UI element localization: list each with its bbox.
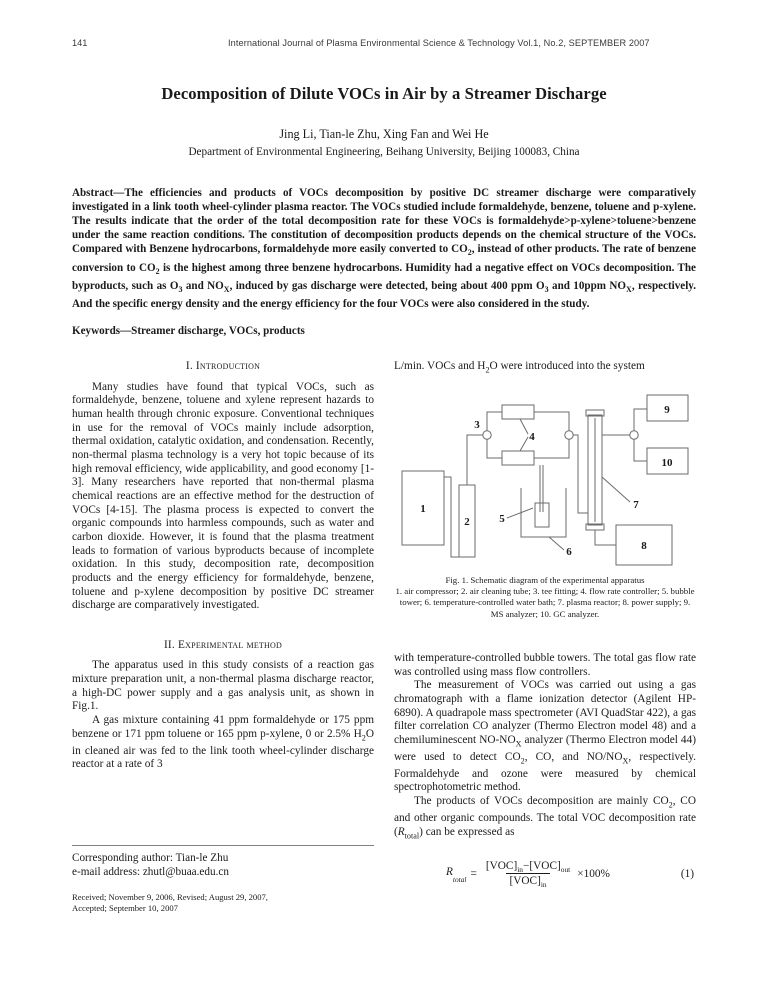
paragraph-products: The products of VOCs decomposition are mainly $CO_2$, CO and other organic compounds. The total VOC decomposition rate $(R_{total})$ can be expressed as [394, 795, 696, 840]
footnote-divider [72, 845, 374, 846]
journal-reference: International Journal of Plasma Environmental Science & Technology Vol.1, No.2, SEPTEMBER 2007 [228, 38, 650, 48]
symbol-tee-fitting-right [565, 431, 573, 439]
equation-fraction [483, 860, 573, 887]
figure-label-2: 2 [464, 516, 470, 528]
equation-numerator: $[VOC]_{in}-[VOC]_{out}$ [485, 860, 571, 874]
paragraph-lead-line: L/min. VOCs and $H_2O$ were introduced into the system [394, 360, 645, 375]
paragraph-measurement: The measurement of VOCs was carried out using a gas chromatograph with a flame ionization detector (Agilent HP-6890). A quadrapole mass spectrometer (AVI QuadStar 422), a gas filter correlation CO analyzer (Thermo Electron model 48) and a chemiluminescent $NO-NO_X$ analyzer (Thermo Electron model 44) were used to detect $CO_2$, CO, and $NO/NO_X$, respectively. Formaldehyde and ozone were measured by chemical spectrophotometric method. [394, 679, 696, 794]
equation-lhs: $R_{total}$ [446, 866, 467, 884]
affiliation: Department of Environmental Engineering, Beihang University, Beijing 100083, China [188, 146, 580, 158]
figure-label-3: 3 [474, 419, 480, 431]
body-column-right-lower [394, 652, 696, 843]
figure-caption-title: Fig. 1. Schematic diagram of the experimental apparatus [445, 575, 645, 585]
paragraph-introduction: Many studies have found that typical VOCs, such as formaldehyde, benzene, toluene and xylene represent hazards to human health through chronic exposure. Conventional techniques in use for the removal of VOCs mainly include adsorption, thermal oxidation, catalytic oxidation, and condensation. Recently, non-thermal plasma technology is a very hot topic because of its high removal efficiency, wide applicability, and good economy [1-3]. Many researchers have reported that non-thermal plasma chemical reactions are an effective method for the destruction of VOCs [4-15]. The plasma process is expected to convert the organic compounds into harmless compounds, such as water and carbon dioxide. However, it is found that the plasma treatment leads to formation of various byproducts because of incomplete oxidation. In this study, decomposition rate, decomposition products and the energy efficiency for formaldehyde, benzene, toluene and p-xylene decomposition by positive DC streamer discharge are comparatively investigated. [72, 380, 374, 612]
equation-number: (1) [680, 868, 694, 880]
paragraph-apparatus: The apparatus used in this study consists of a reaction gas mixture preparation unit, a non-thermal plasma discharge reactor, a high-DC power supply and a gas analysis unit, as shown in Fig.1. [72, 659, 374, 713]
symbol-tee-fitting-analyzers [630, 431, 638, 439]
equation-tail: ×100% [577, 867, 610, 880]
box-bubble-tower [535, 503, 549, 527]
equation-1 [394, 858, 696, 904]
equation-equals: = [470, 867, 477, 880]
received-revised-line: Received; November 9, 2006, Revised; August 29, 2007, [72, 892, 268, 902]
corresponding-author-note [72, 851, 374, 879]
equation-denominator: $[VOC]_{in}$ [506, 873, 549, 887]
corresponding-author-line: Corresponding author: Tian-le Zhu [72, 852, 229, 864]
keywords-line: Keywords—Streamer discharge, VOCs, products [72, 325, 305, 337]
figure-label-9: 9 [664, 404, 670, 416]
paper-title: Decomposition of Dilute VOCs in Air by a Streamer Discharge [161, 84, 607, 103]
figure-caption-legend: 1. air compressor; 2. air cleaning tube; 3. tee fitting; 4. flow rate controller; 5. bubble tower; 6. temperature-controlled water bath; 7. plasma reactor; 8. power supply; 9. MS analyzer; 10. GC analyzer. [395, 586, 695, 619]
body-column-right [394, 360, 696, 377]
corresponding-author-email: e-mail address: zhutl@buaa.edu.cn [72, 866, 229, 878]
running-head [72, 38, 708, 54]
figure-schematic-diagram [394, 382, 696, 570]
symbol-tee-fitting-left [483, 431, 491, 439]
figure-label-8: 8 [641, 540, 647, 552]
apparatus-diagram-svg [394, 382, 696, 570]
abstract-paragraph [72, 186, 696, 311]
figure-label-4: 4 [529, 431, 535, 443]
body-column-left [72, 360, 374, 772]
section-heading-experimental-method: II. Experimental method [163, 638, 283, 651]
section-heading-introduction: I. Introduction [185, 360, 261, 372]
page-folio: 141 [72, 38, 88, 48]
figure-caption [394, 575, 696, 620]
equation-expression [446, 860, 610, 887]
accepted-line: Accepted; September 10, 2007 [72, 903, 178, 914]
box-flow-controller-upper [502, 405, 534, 419]
paragraph-bubble-towers: with temperature-controlled bubble towers. The total gas flow rate was controlled using mass flow controllers. [394, 652, 696, 678]
box-flow-controller-lower [502, 451, 534, 465]
figure-label-1: 1 [420, 503, 426, 515]
figure-label-7: 7 [633, 499, 639, 511]
figure-label-5: 5 [499, 513, 505, 525]
figure-label-10: 10 [661, 457, 673, 469]
paragraph-gas-mixture: A gas mixture containing 41 ppm formaldehyde or 175 ppm benzene or 171 ppm toluene or 165 ppm p-xylene, 0 or 2.5% $H_2O$ in cleaned air was fed to the link tooth wheel-cylinder discharge reactor at a rate of 3 [72, 714, 374, 771]
received-dates [72, 892, 382, 914]
abstract-text: Abstract—The efficiencies and products of VOCs decomposition by positive DC streamer discharge were comparatively investigated in a link tooth wheel-cylinder plasma reactor. The VOCs studied include formaldehyde, benzene, toluene and p-xylene. The results indicate that the order of the total decomposition rate for these VOCs is formaldehyde>p-xylene>toluene>benzene under the same reaction conditions. The constitution of decomposition products depends on the chemical structure of the VOCs. Compared with Benzene hydrocarbons, formaldehyde more easily converted to $CO_2$, instead of other products. The rate of benzene conversion to $CO_2$ is the highest among three benzene hydrocarbons. Humidity had a negative effect on VOCs decomposition. The byproducts, such as $O_3$ and $NO_X$, induced by gas discharge were detected, being about 400 ppm $O_3$ and 10ppm $NO_X$, respectively. And the specific energy density and the energy efficiency for the four VOCs were also considered in the study. [72, 187, 696, 311]
figure-label-6: 6 [566, 546, 572, 558]
author-list: Jing Li, Tian-le Zhu, Xing Fan and Wei He [279, 127, 489, 141]
